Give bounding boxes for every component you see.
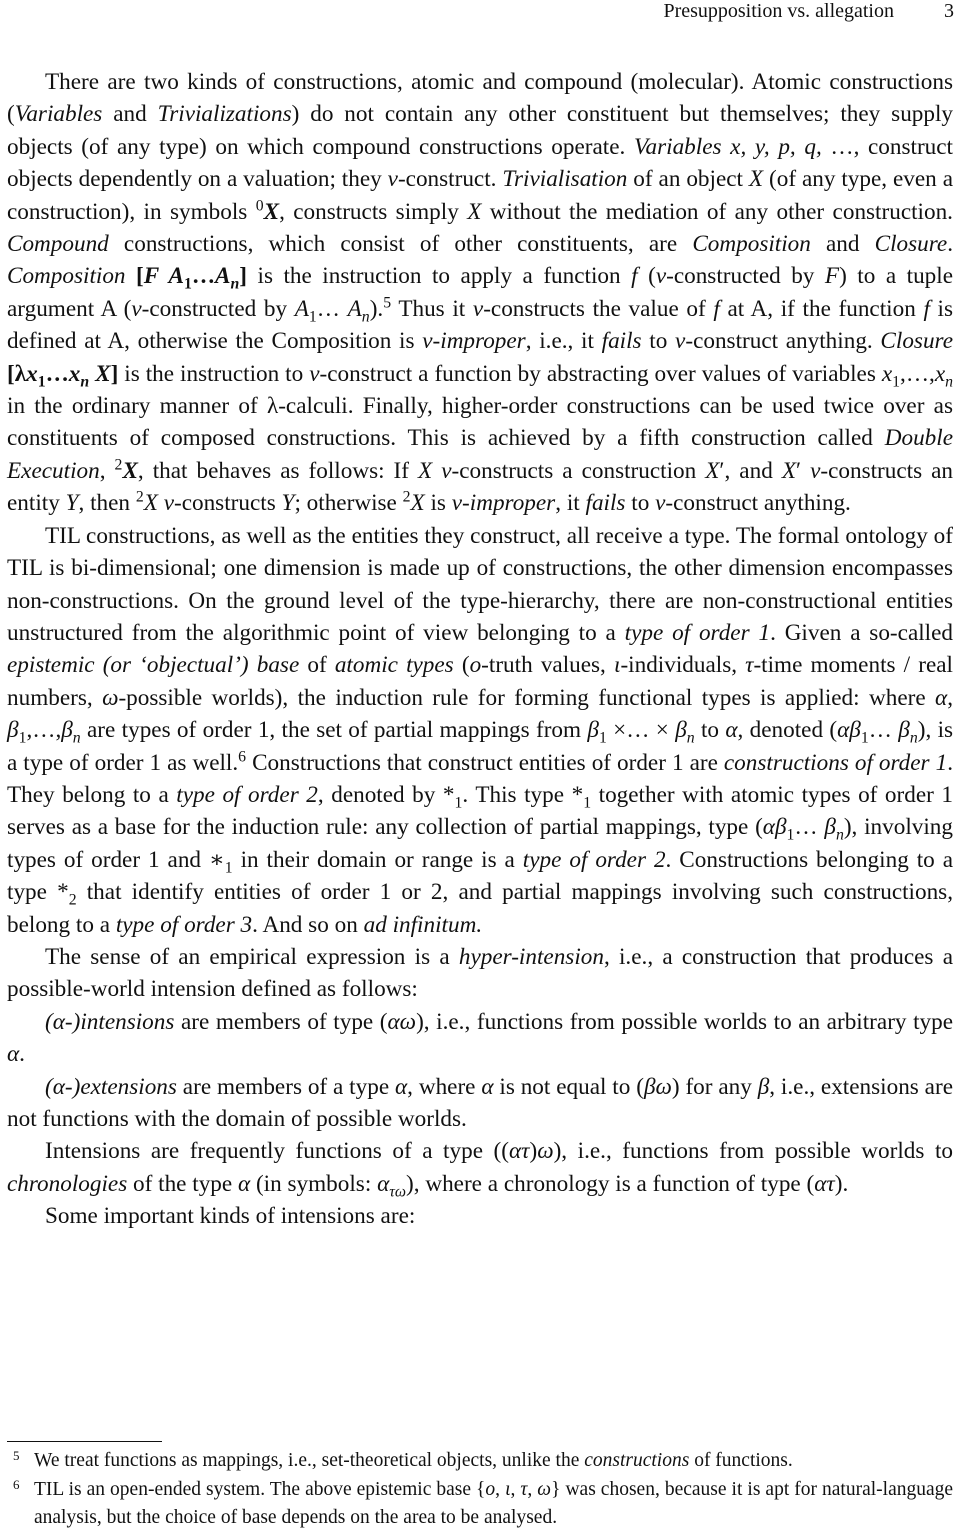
footnote-rule	[7, 1441, 162, 1442]
paragraph-constructions: There are two kinds of constructions, atomic and compound (molecular). Atomic constructions (Variables and Trivializations) do not contain any other constituent but themselves; they supply objects (of any type) on which compound constructions operate. Variables x, y, p, q, …, construct objects dependently on a valuation; they v-construct. Trivialisation of an object X (of any type, even a construction), in symbols $^0$X, constructs simply X without the mediation of any other construction. Compound constructions, which consist of other constituents, are Composition and Closure. Composition [F $A_1\dots A_n$] is the instruction to apply a function f (v-constructed by F) to a tuple argument A (v-constructed by $A_1\dots$ $A_n).^5$ Thus it v-constructs the value of f at A, if the function f is defined at A, otherwise the Composition is v-improper, i.e., it fails to v-construct anything. Closure [$\lambda x_1\dots x_n$ X] is the instruction to v-construct a function by abstracting over values of variables $x_1,\dots,x_n$ in the ordinary manner of λ-calculi. Finally, higher-order constructions can be used twice over as constituents of composed constructions. This is achieved by a fifth construction called Double Execution, $^2$X, that behaves as follows: If X v-constructs a construction X′, and X′ v-constructs an entity Y, then $^2$X v-constructs Y; otherwise $^2$X is v-improper, it fails to v-construct anything.	[7, 69, 954, 517]
paragraph-chronologies: Intensions are frequently functions of a type ((ατ)ω), i.e., functions from possible worlds to chronologies of the type α (in symbols: $\alpha_{\tau\omega}$), where a chronology is a function of type (ατ).	[7, 1138, 953, 1201]
page-number: 3	[944, 0, 954, 22]
paragraph-kinds-of-intensions: Some important kinds of intensions are:	[45, 1203, 416, 1230]
footnote-mark: 6	[13, 1476, 20, 1492]
running-title: Presupposition vs. allegation	[663, 0, 894, 22]
footnote-text: TIL is an open-ended system. The above epistemic base {ο, ι, τ, ω} was chosen, because it is apt for natural-language analysis, but the choice of base depends on the area to be analysed.	[34, 1478, 954, 1528]
footnote-mark: 5	[13, 1448, 20, 1463]
footnote-6	[7, 1476, 953, 1533]
body-text	[7, 66, 953, 1233]
footnote-5	[7, 1447, 953, 1476]
paragraph-type-hierarchy: TIL constructions, as well as the entities they construct, all receive a type. The formal ontology of TIL is bi-dimensional; one dimension is made up of constructions, the other dimension encompasses non-constructions. On the ground level of the type-hierarchy, there are non-constructional entities unstructured from the algorithmic point of view belonging to a type of order 1. Given a so-called epistemic (or ‘objectual’) base of atomic types (ο-truth values, ι-individuals, τ-time moments / real numbers, ω-possible worlds), the induction rule for forming functional types is applied: where α, $\beta_1,\dots,\beta_n$ are types of order 1, the set of partial mappings from $\beta_1$ ×… × $\beta_n$ to α, denoted ($\alpha\beta_1\dots$ $\beta_n$), is a type of order 1 as well.$^6$ Constructions that construct entities of order 1 are constructions of order 1. They belong to a type of order 2, denoted by $*_1$. This type $*_1$ together with atomic types of order 1 serves as a base for the induction rule: any collection of partial mappings, type ($\alpha\beta_1\dots$ $\beta_n$), involving types of order 1 and $∗_1$ in their domain or range is a type of order 2. Constructions belonging to a type $*_2$ that identify entities of order 1 or 2, and partial mappings involving such constructions, belong to a type of order 3. And so on ad infinitum.	[7, 522, 954, 938]
paragraph-intensions-definition: (α-)intensions are members of type (αω), i.e., functions from possible worlds to an arbitrary type α.	[7, 1008, 953, 1068]
running-header	[0, 0, 960, 34]
footnotes	[7, 1447, 953, 1533]
paragraph-hyper-intension: The sense of an empirical expression is a hyper-intension, i.e., a construction that produces a possible-world intension defined as follows:	[7, 943, 953, 1003]
paragraph-extensions-definition: (α-)extensions are members of a type α, where α is not equal to (βω) for any β, i.e., extensions are not functions with the domain of possible worlds.	[7, 1073, 953, 1132]
footnote-text: We treat functions as mappings, i.e., set-theoretical objects, unlike the constructions of functions.	[34, 1450, 793, 1471]
